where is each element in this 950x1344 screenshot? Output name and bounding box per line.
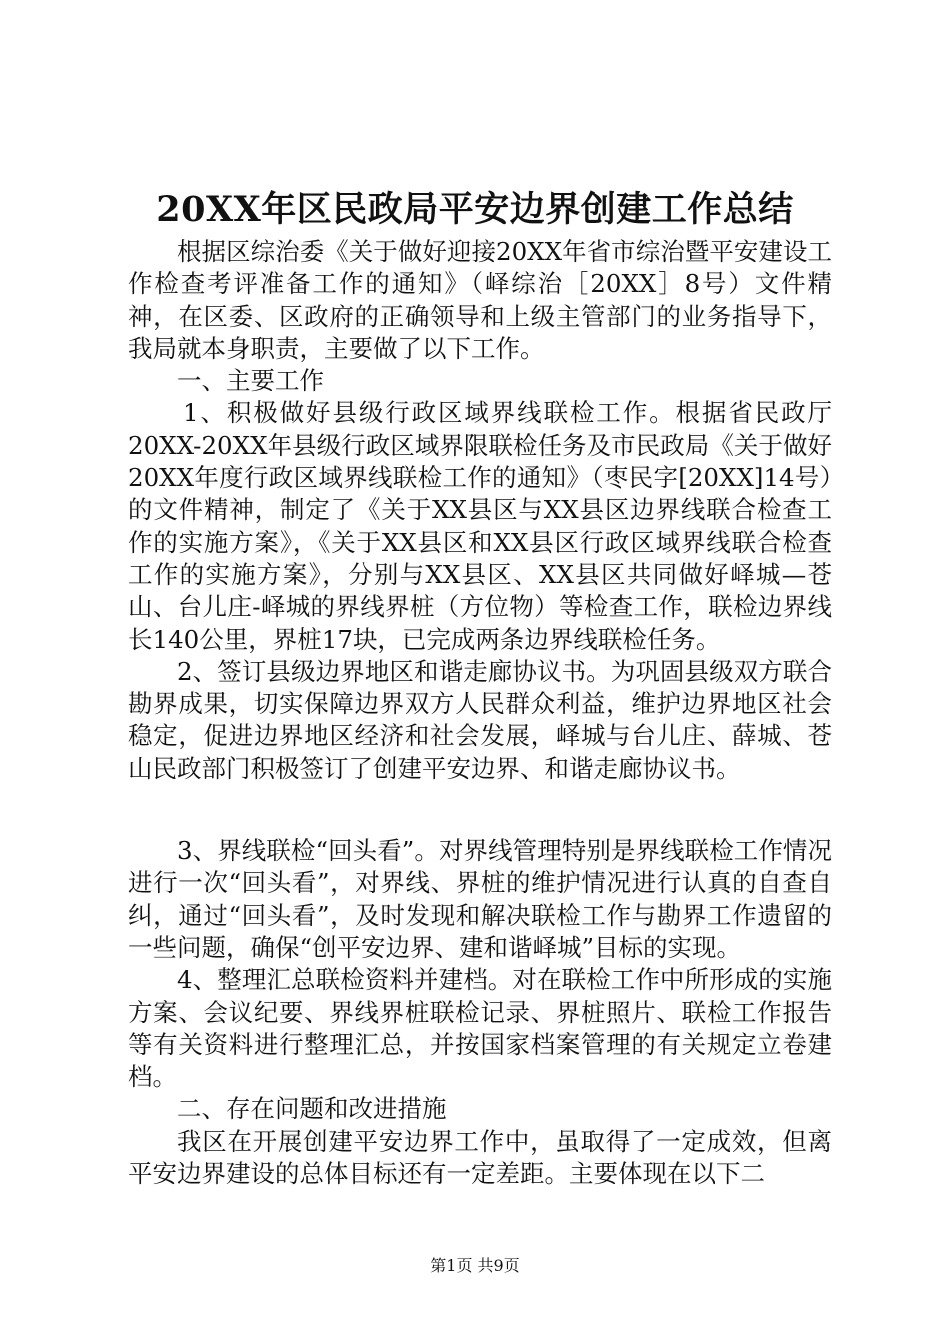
paragraph-item-2: 2、签订县级边界地区和谐走廊协议书。为巩固县级双方联合勘界成果，切实保障边界双方人民群众利益，维护边界地区社会稳定，促进边界地区经济和社会发展，峄城与台儿庄、薛城、苍山民政部门积极签订了创建平安边界、和谐走廊协议书。 [128,656,832,783]
section-heading-problems: 二、存在问题和改进措施 [177,1094,447,1124]
paragraph-item-1: 1、积极做好县级行政区域界线联检工作。根据省民政厅20XX-20XX年县级行政区域界限联检任务及市民政局《关于做好20XX年度行政区域界线联检工作的通知》（枣民字[20XX]14号）的文件精神，制定了《关于XX县区与XX县区边界线联合检查工作的实施方案》，《关于XX县区和XX县区行政区域界线联合检查工作的实施方案》，分别与XX县区、XX县区共同做好峄城—苍山、台儿庄-峄城的界线界桩（方位物）等检查工作，联检边界线长140公里，界桩17块，已完成两条边界线联检任务。 [128,398,832,654]
page-footer: 第1页 共9页 [430,1256,520,1275]
document-body [128,236,832,1190]
section-heading-main-work: 一、主要工作 [177,366,324,396]
document-title: 20XX年区民政局平安边界创建工作总结 [156,189,794,230]
paragraph-item-3: 3、界线联检“回头看”。对界线管理特别是界线联检工作情况进行一次“回头看”，对界线、界桩的维护情况进行认真的自查自纠，通过“回头看”，及时发现和解决联检工作与勘界工作遗留的一些问题，确保“创平安边界、建和谐峄城”目标的实现。 [128,836,832,962]
paragraph-spacer [128,785,832,835]
paragraph-item-4: 4、整理汇总联检资料并建档。对在联检工作中所形成的实施方案、会议纪要、界线界桩联检记录、界桩照片、联检工作报告等有关资料进行整理汇总，并按国家档案管理的有关规定立卷建档。 [128,965,832,1092]
intro-paragraph: 根据区综治委《关于做好迎接20XX年省市综治暨平安建设工作检查考评准备工作的通知》（峄综治［20XX］8号）文件精神，在区委、区政府的正确领导和上级主管部门的业务指导下，我局就本身职责，主要做了以下工作。 [128,237,832,363]
problems-paragraph: 我区在开展创建平安边界工作中，虽取得了一定成效，但离平安边界建设的总体目标还有一定差距。主要体现在以下二 [128,1126,832,1189]
